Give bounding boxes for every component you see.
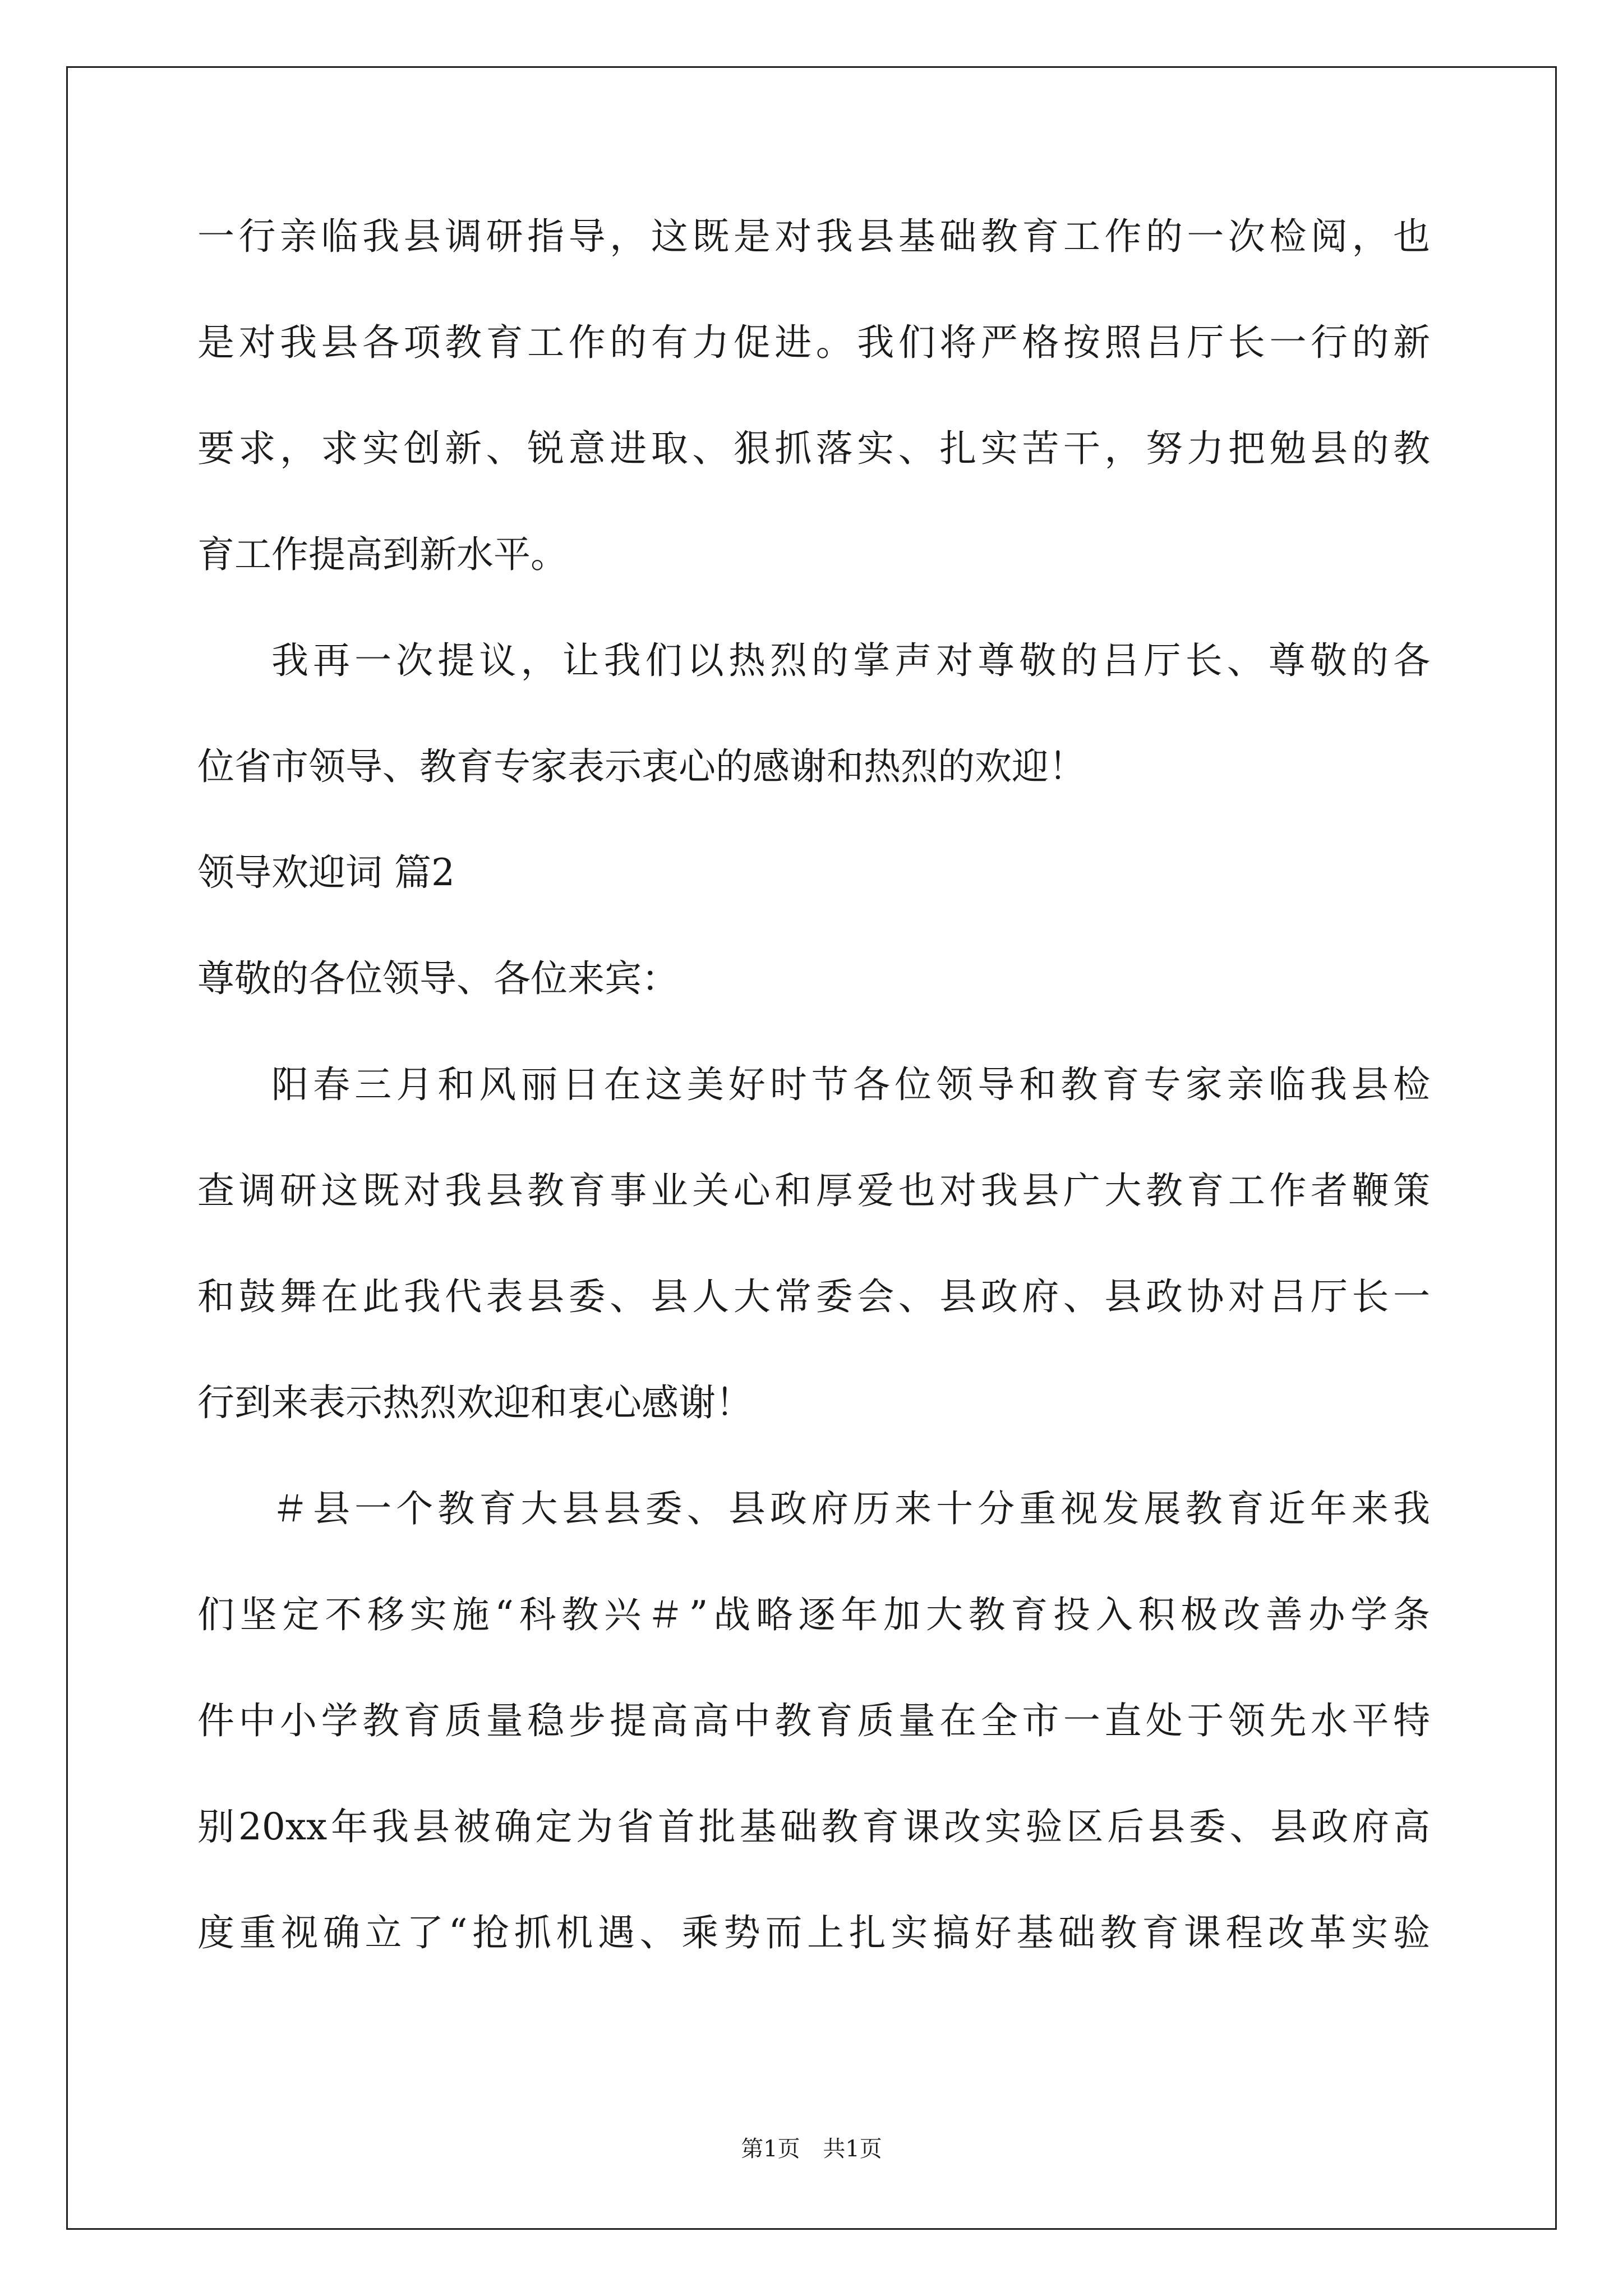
text-line: 一行亲临我县调研指导，这既是对我县基础教育工作的一次检阅，也	[197, 215, 1430, 258]
text-line: 们坚定不移实施“科教兴＃”战略逐年加大教育投入积极改善办学条	[197, 1593, 1430, 1636]
text-line: ＃县一个教育大县县委、县政府历来十分重视发展教育近年来我	[271, 1487, 1430, 1530]
text-line: 和鼓舞在此我代表县委、县人大常委会、县政府、县政协对吕厅长一	[197, 1275, 1430, 1318]
text-line: 要求，求实创新、锐意进取、狠抓落实、扎实苦干，努力把勉县的教	[197, 427, 1430, 470]
text-line: 育工作提高到新水平。	[197, 533, 568, 576]
text-line: 别20xx年我县被确定为省首批基础教育课改实验区后县委、县政府高	[197, 1805, 1430, 1848]
page-footer	[0, 2135, 1623, 2163]
text-line: 查调研这既对我县教育事业关心和厚爱也对我县广大教育工作者鞭策	[197, 1169, 1430, 1212]
page-number: 第1页	[741, 2136, 800, 2162]
section-heading: 领导欢迎词 篇2	[197, 851, 455, 894]
document-body	[197, 209, 1430, 2011]
page-total: 共1页	[823, 2136, 882, 2162]
text-line: 行到来表示热烈欢迎和衷心感谢！	[197, 1381, 753, 1424]
text-line: 度重视确立了“抢抓机遇、乘势而上扎实搞好基础教育课程改革实验	[197, 1911, 1430, 1954]
salutation: 尊敬的各位领导、各位来宾：	[197, 957, 679, 1000]
text-line: 阳春三月和风丽日在这美好时节各位领导和教育专家亲临我县检	[271, 1063, 1430, 1106]
text-line: 件中小学教育质量稳步提高高中教育质量在全市一直处于领先水平特	[197, 1699, 1430, 1742]
text-line: 我再一次提议，让我们以热烈的掌声对尊敬的吕厅长、尊敬的各	[271, 639, 1430, 682]
text-line: 位省市领导、教育专家表示衷心的感谢和热烈的欢迎！	[197, 745, 1086, 788]
text-line: 是对我县各项教育工作的有力促进。我们将严格按照吕厅长一行的新	[197, 321, 1430, 364]
